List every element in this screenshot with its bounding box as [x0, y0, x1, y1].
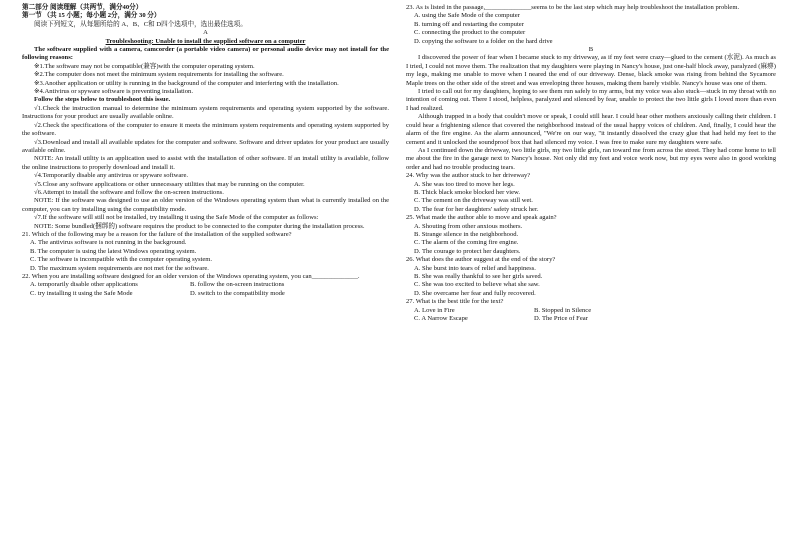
left-column [22, 4, 389, 298]
step-item: √6.Attempt to install the software and follow the on-screen instructions. [34, 188, 224, 196]
option: B. follow the on-screen instructions [190, 281, 285, 289]
question-27: 27. What is the best title for the text? [406, 298, 504, 306]
option: C. try installing it using the Safe Mode [30, 289, 133, 297]
question-26: 26. What does the author suggest at the end of the story? [406, 256, 556, 264]
passage-title: Troubleshooting: Unable to install the supplied software on a computer [105, 37, 306, 45]
reason-item: ※3.Another application or utility is running in the background of the computer and interfering with the installation. [34, 79, 339, 87]
question-25: 25. What made the author able to move and speak again? [406, 214, 557, 222]
right-column [406, 4, 776, 323]
option: D. switch to the compatibility mode [190, 289, 285, 297]
option: B. Thick black smoke blocked her view. [414, 188, 521, 196]
step-item: √4.Temporarily disable any antivirus or spyware software. [34, 172, 189, 180]
option: B. Stopped in Silence [534, 306, 592, 314]
option: A. Love in Fire [414, 306, 455, 314]
step-item: √5.Close any software applications or other unnecessary utilities that may be running on the computer. [34, 180, 305, 188]
option-row [30, 290, 389, 298]
option: D. copying the software to a folder on the hard drive [414, 37, 553, 45]
option: C. A Narrow Escape [414, 315, 468, 323]
step-note: NOTE: An install utility is an application used to assist with the installation of other software. If an install utility is available, follow the online instructions to properly download and install it. [22, 155, 389, 171]
option: D. The fear for her daughters' safety struck her. [414, 205, 539, 213]
option-row [414, 315, 776, 323]
option: A. temporarily disable other applications [30, 281, 138, 289]
part-title: 第二部分 阅读理解（共两节，满分40分） [22, 4, 143, 11]
passage-label-b: B [588, 46, 594, 54]
instruction: 阅读下列短文，从每题所给的 A、B、C和 D四个选项中，选出最佳选项。 [34, 20, 247, 28]
step-item: √3.Download and install all available updates for the computer and software. Software and driver updates for your product are usually available online. [22, 138, 389, 154]
passage-label-a: A [203, 29, 208, 37]
option: A. The antivirus software is not running in the background. [30, 239, 187, 247]
option: B. She was really thankful to see her girls saved. [414, 273, 543, 280]
question-24: 24. Why was the author stuck to her driveway? [406, 172, 531, 180]
step-item: √2.Check the specifications of the computer to ensure it meets the minimum system requirements and operating system supported by the software. [22, 121, 389, 138]
reason-item: ※2.The computer does not meet the minimum system requirements for installing the software. [34, 71, 284, 79]
reason-item: ※4.Antivirus or spyware software is preventing installation. [34, 88, 193, 96]
option: C. The software is incompatible with the computer operating system. [30, 256, 213, 264]
option-row [414, 307, 776, 315]
option: C. The alarm of the coming fire engine. [414, 239, 519, 247]
option: C. She was too excited to believe what she saw. [414, 281, 540, 289]
passage-intro: The software supplied with a camera, camcorder (a portable video camera) or personal audio device may not install for the following reasons: [22, 46, 389, 62]
reason-item: ※1.The software may not be compatible(兼容)with the computer operating system. [34, 62, 255, 70]
passage-paragraph: I discovered the power of fear when I became stuck to my driveway, as if my feet were crazy—glued to the cement (水泥). As much as I tried, I could not move them. The realization that my daughters were playing in Nancy's house, just one-half block away, paralyzed (麻痹) my legs, making me unable to move when I neared the end of our driveway. Dense, black smoke was rising from behind the Sycamore Maple trees on the other side of the street and was enveloping three houses, making them barely visible. Nancy's house was one of them. [406, 54, 776, 87]
passage-paragraph: I tried to call out for my daughters, hoping to see them run safely to my arms, but my voice was also stuck—stuck in my throat with no intention of coming out. There I stood, helpless, paralyzed and silenced by fear, unable to protect the two little girls I loved more than even I had realized. [406, 88, 776, 112]
option: A. She was too tired to move her legs. [414, 180, 515, 188]
option: C. The cement on the driveway was still wet. [414, 197, 533, 205]
option: A. She burst into tears of relief and happiness. [414, 264, 536, 272]
option: B. Strange silence in the neighborhood. [414, 230, 519, 238]
option: D. The Price of Fear [534, 315, 588, 323]
passage-paragraph: As I continued down the driveway, two little girls, my two little girls, ran toward me from across the street. They had come home to tell me about the fire in the garage next to Nancy's house. Not only did my feet and voice work now, but my eyes were also in good working order and had no trouble producing tears. [406, 146, 776, 171]
option: B. The computer is using the latest Windows operating system. [30, 247, 197, 255]
option: B. turning off and restarting the computer [414, 20, 524, 28]
question-22: 22. When you are installing software designed for an older version of the Windows operating system, you can______________. [22, 273, 360, 280]
question-23: 23. As is listed in the passage,______________seems to be the last step which may help troubleshoot the installation problem. [406, 4, 740, 11]
option-row [30, 281, 389, 289]
passage-paragraph: Although trapped in a body that couldn't move or speak, I could still hear. I could hear other mothers anxiously calling their children. I could hear a frightening silence that covered the neighborhood instead of the usual happy voices of children. And, finally, I could hear the alarm of the fire engine. As the alarm announced, "We're on our way, "it instantly dissolved the crazy glue that had held my feet to the cement and it unlocked the soundproof box that had silenced my voice. I was free to make sure my daughters were safe. [406, 113, 776, 146]
step-item: √1.Check the instruction manual to determine the minimum system requirements and operating system supported by the software. Instructions for your product are usually available online. [22, 104, 389, 121]
section-title: 第一节 （共 15 小题；每小题 2分，满分 30 分） [22, 12, 161, 20]
step-note: NOTE: Some bundled(捆绑的) software requires the product to be connected to the computer during the installation process. [34, 222, 365, 230]
step-item: √7.If the software will still not be installed, try installing it using the Safe Mode of the computer as follows: [34, 214, 319, 222]
option: C. connecting the product to the computer [414, 29, 526, 37]
option: D. The maximum system requirements are not met for the software. [30, 264, 209, 272]
option: A. using the Safe Mode of the computer [414, 12, 520, 20]
question-21: 21. Which of the following may be a reason for the failure of the installation of the supplied software? [22, 230, 292, 238]
option: D. The courage to protect her daughters. [414, 247, 521, 255]
steps-title: Follow the steps below to troubleshoot this issue. [34, 96, 171, 104]
step-note: NOTE: If the software was designed to use an older version of the Windows operating system than what is currently installed on the computer, you can try installing using the compatibility mode. [22, 197, 389, 213]
option: D. She overcame her fear and fully recovered. [414, 289, 536, 297]
option: A. Shouting from other anxious mothers. [414, 222, 523, 230]
